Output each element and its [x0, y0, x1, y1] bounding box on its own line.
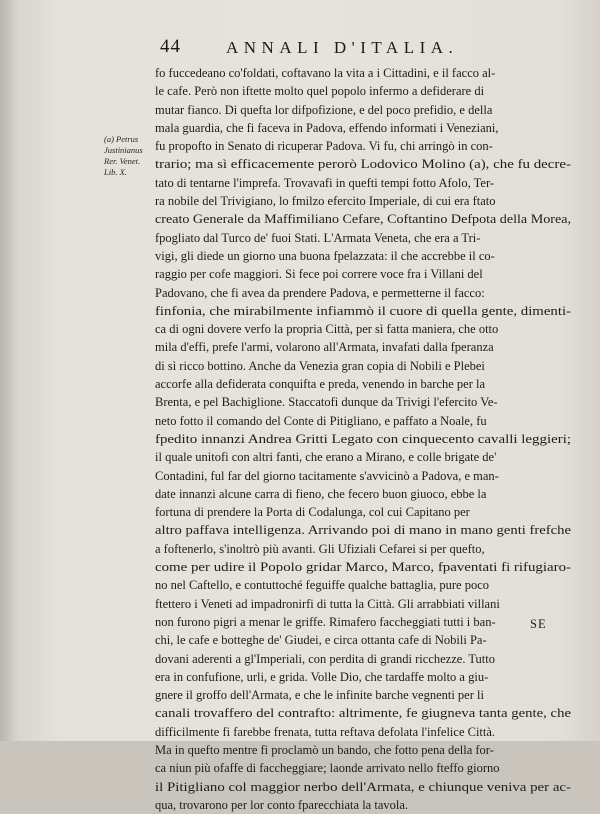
text-line-content: chi, le cafe e botteghe de' Giudei, e circa ottanta cafe di Nobili Pa-	[155, 633, 487, 648]
text-line-content: il quale unitofi con altri fanti, che erano a Mirano, e colle brigate de'	[155, 450, 497, 465]
text-line-content: il Pitigliano col maggior nerbo dell'Armata, e chiunque veniva per ac-	[155, 779, 571, 794]
text-line	[155, 302, 571, 320]
text-line	[155, 229, 571, 247]
text-line-content: difficilmente fi farebbe frenata, tutta reftava defolata l'infelice Città.	[155, 724, 496, 739]
text-line-content: creato Generale da Maffimiliano Cefare, Coftantino Defpota della Morea,	[155, 212, 572, 227]
text-line	[155, 265, 571, 283]
text-line	[155, 741, 571, 759]
text-line-content: di sì ricco bottino. Anche da Venezia gran copia di Nobili e Plebei	[155, 358, 485, 373]
text-line-content: ra nobile del Trivigiano, lo fmilzo efercito Imperiale, di cui era ftato	[155, 194, 496, 209]
text-line	[155, 485, 571, 503]
text-line-content: fpedito innanzi Andrea Gritti Legato con cinquecento cavalli leggieri;	[155, 431, 571, 446]
text-line-content: trario; ma sì efficacemente perorò Lodovico Molino (a), che fu decre-	[155, 157, 571, 172]
text-line	[155, 430, 571, 448]
text-line-content: mutar fianco. Di quefta lor difpofizione, e del poco prefidio, e della	[155, 102, 493, 117]
margin-note-line: Justinianus	[104, 145, 143, 155]
text-line	[155, 650, 571, 668]
text-line	[155, 101, 571, 119]
text-line	[155, 137, 571, 155]
text-line	[155, 64, 571, 82]
text-line-content: le cafe. Però non iftette molto quel popolo infermo a defiderare di	[155, 84, 485, 99]
text-line-content: come per udire il Popolo gridar Marco, Marco, fpaventati fi rifugiaro-	[155, 560, 571, 575]
text-line	[155, 247, 571, 265]
text-line-content: a foftenerlo, s'inoltrò più avanti. Gli Ufiziali Cefarei si per quefto,	[155, 541, 485, 556]
text-line-content: ca niun più ofaffe di faccheggiare; laonde arrivato nello fteffo giorno	[155, 761, 500, 776]
text-line-content: accorfe alla defiderata conquifta e preda, venendo in barche per la	[155, 377, 486, 392]
text-line-content: date innanzi alcune carra di fieno, che fecero buon giuoco, ebbe la	[155, 486, 487, 501]
text-line-content: fu propofto in Senato di ricuperar Padova. Vi fu, chi arringò in con-	[155, 139, 493, 154]
text-line-content: era in confufione, urli, e grida. Volle Dio, che tardaffe molto a giu-	[155, 669, 489, 684]
text-line	[155, 540, 571, 558]
margin-note-line: Lib. X.	[104, 167, 127, 177]
text-line	[155, 412, 571, 430]
text-line-content: ca di ogni dovere verfo la propria Città, per sì fatta maniera, che otto	[155, 322, 499, 337]
text-line-content: finfonia, che mirabilmente infiammò il cuore di quella gente, dimenti-	[155, 303, 572, 318]
text-line-content: raggio per cofe maggiori. Si fece poi correre voce fra i Villani del	[155, 267, 483, 282]
text-line-content: mila d'effi, prefe l'armi, volarono all'Armata, invafati dalla fperanza	[155, 340, 494, 355]
margin-note-line: Rer. Venet.	[104, 156, 141, 166]
text-line-content: altro paffava intelligenza. Arrivando poi di mano in mano genti frefche	[155, 523, 572, 538]
text-line	[155, 174, 571, 192]
page-header	[160, 36, 570, 62]
text-line	[155, 576, 571, 594]
text-line	[155, 320, 571, 338]
text-line	[155, 448, 571, 466]
text-line	[155, 155, 571, 173]
text-line-content: dovani aderenti a gl'Imperiali, con perdita di grandi ricchezze. Tutto	[155, 651, 495, 666]
text-line	[155, 375, 571, 393]
margin-note	[104, 134, 162, 178]
text-line	[155, 82, 571, 100]
running-title: ANNALI D'ITALIA.	[226, 38, 459, 57]
text-line	[155, 778, 571, 796]
text-line-content: tato di tentarne l'imprefa. Trovavafi in quefti tempi fotto Afolo, Ter-	[155, 175, 495, 190]
text-line	[155, 192, 571, 210]
text-line-content: neto fotto il comando del Conte di Pitigliano, e paffato a Noale, fu	[155, 413, 487, 428]
text-line-content: qua, trovarono per lor conto fparecchiata la tavola.	[155, 797, 409, 812]
text-line	[155, 686, 571, 704]
text-line	[155, 796, 571, 814]
text-line-content: Padovano, che fi avea da prendere Padova, e permetterne il facco:	[155, 285, 485, 300]
text-line-content: vigi, gli diede un giorno una buona fpelazzata: il che accrebbe il co-	[155, 248, 495, 263]
text-line	[155, 668, 571, 686]
text-line-content: mala guardia, che fi faceva in Padova, effendo informati i Veneziani,	[155, 120, 499, 135]
text-line-content: Contadini, ful far del giorno tacitamente s'avvicinò a Padova, e man-	[155, 468, 499, 483]
text-line	[155, 595, 571, 613]
text-line-content: ftettero i Veneti ad impadronirfi di tutta la Città. Gli arrabbiati villani	[155, 596, 500, 611]
text-line	[155, 338, 571, 356]
text-line-content: Ma in quefto mentre fi proclamò un bando, che fotto pena della for-	[155, 742, 494, 757]
text-line	[155, 503, 571, 521]
text-line-content: non furono pigri a menar le griffe. Rimafero faccheggiati tutti i ban-	[155, 614, 496, 629]
text-line	[155, 357, 571, 375]
text-line-content: fortuna di prendere la Porta di Codalunga, col cui Capitano per	[155, 505, 470, 520]
text-line	[155, 393, 571, 411]
text-line	[155, 613, 571, 631]
body-text	[155, 64, 571, 814]
text-line	[155, 467, 571, 485]
text-line	[155, 759, 571, 777]
text-line-content: Brenta, e pel Bachiglione. Staccatofi dunque da Trivigi l'efercito Ve-	[155, 395, 498, 410]
text-line-content: no nel Caftello, e contuttoché feguiffe qualche battaglia, pure poco	[155, 578, 490, 593]
text-line	[155, 631, 571, 649]
text-line-content: gnere il groffo dell'Armata, e che le infinite barche vegnenti per li	[155, 688, 484, 703]
text-line	[155, 723, 571, 741]
text-line	[155, 119, 571, 137]
catchword: SE	[530, 617, 547, 631]
text-line-content: canali trovaffero del contrafto: altrimente, fe giugneva tanta gente, che	[155, 706, 572, 721]
text-line	[155, 284, 571, 302]
page-number: 44	[160, 36, 181, 57]
text-line-content: fpogliato dal Turco de' fuoi Stati. L'Armata Veneta, che era a Tri-	[155, 230, 481, 245]
margin-note-line: (a) Petrus	[104, 134, 139, 144]
text-line	[155, 558, 571, 576]
text-line	[155, 704, 571, 722]
text-line	[155, 210, 571, 228]
text-line	[155, 521, 571, 539]
text-line-content: fo fuccedeano co'foldati, coftavano la vita a i Cittadini, e il facco al-	[155, 66, 496, 80]
